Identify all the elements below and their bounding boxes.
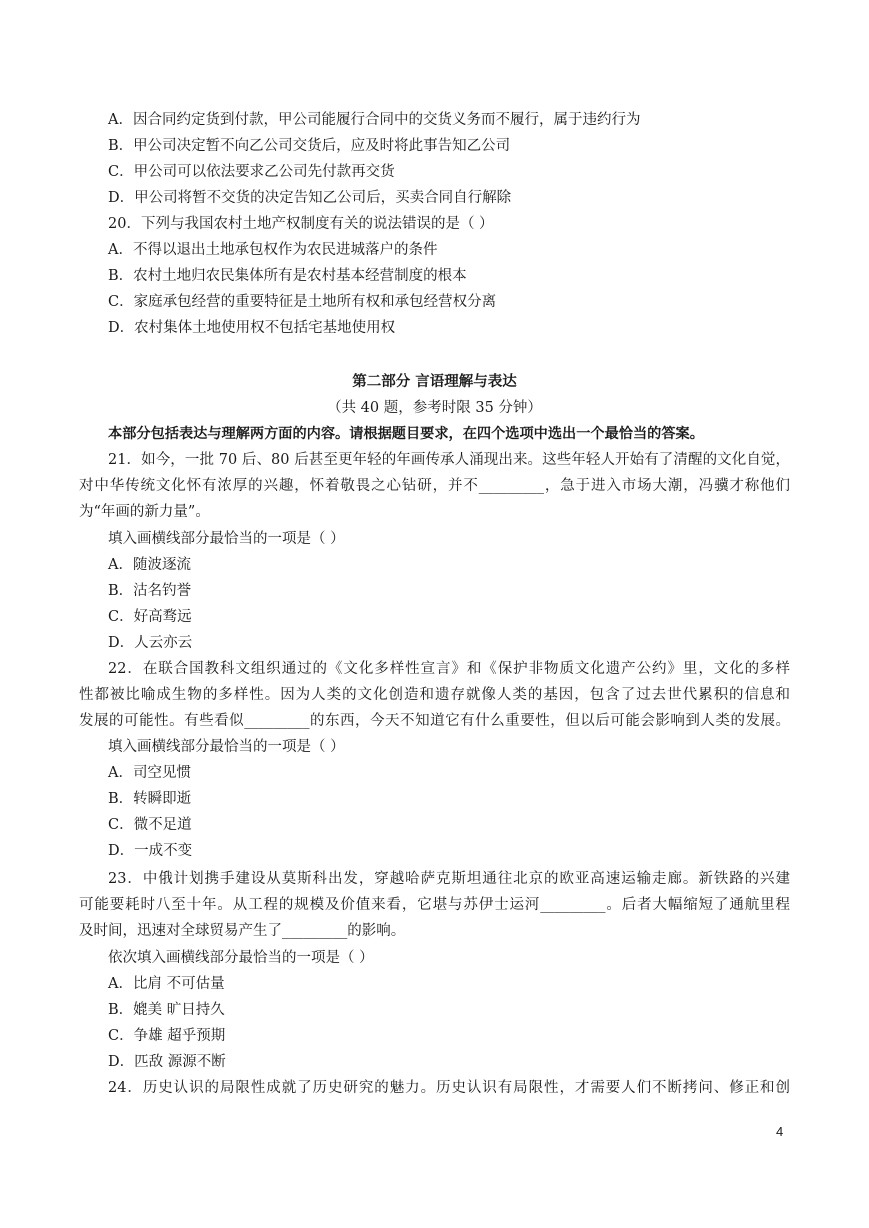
q24-line-1: 24．历史认识的局限性成就了历史研究的魅力。历史认识有局限性，才需要人们不断拷问、修正和创	[108, 1080, 790, 1096]
q23-line-3: 及时间，迅速对全球贸易产生了_________的影响。	[79, 923, 406, 939]
q23-option-c: C．争雄 超乎预期	[108, 1028, 226, 1044]
q21-prompt: 填入画横线部分最恰当的一项是（ ）	[108, 531, 345, 547]
q22-line-2: 性都被比喻成生物的多样性。因为人类的文化创造和遗存就像人类的基因，包含了过去世代累积的信息和	[79, 687, 790, 703]
q22-prompt: 填入画横线部分最恰当的一项是（ ）	[108, 739, 345, 755]
q21-line-3: 为“年画的新力量”。	[79, 504, 210, 520]
q20-option-d: D．农村集体土地使用权不包括宅基地使用权	[108, 320, 396, 336]
q19-option-b: B．甲公司决定暂不向乙公司交货后，应及时将此事告知乙公司	[108, 138, 511, 154]
q21-line-1: 21．如今，一批 70 后、80 后甚至更年轻的年画传承人涌现出来。这些年轻人开始有了清醒的文化自觉，	[108, 452, 790, 468]
section-title: 第二部分 言语理解与表达	[352, 373, 517, 390]
q23-option-a: A．比肩 不可估量	[108, 976, 225, 992]
q19-option-c: C．甲公司可以依法要求乙公司先付款再交货	[108, 164, 395, 180]
q21-option-d: D．人云亦云	[108, 635, 193, 651]
q21-option-a: A．随波逐流	[108, 557, 191, 573]
q23-option-b: B．媲美 旷日持久	[108, 1002, 225, 1018]
q23-option-d: D．匹敌 源源不断	[108, 1054, 226, 1070]
q21-option-c: C．好高骛远	[108, 609, 192, 625]
page-number: 4	[776, 1124, 784, 1139]
q21-option-b: B．沽名钓誉	[108, 583, 192, 599]
q22-option-c: C．微不足道	[108, 817, 192, 833]
section-instruction: 本部分包括表达与理解两方面的内容。请根据题目要求，在四个选项中选出一个最恰当的答案。	[108, 426, 704, 442]
q20-option-a: A．不得以退出土地承包权作为农民进城落户的条件	[108, 242, 438, 258]
q20-option-c: C．家庭承包经营的重要特征是土地所有权和承包经营权分离	[108, 294, 497, 310]
q19-option-a: A．因合同约定货到付款，甲公司能履行合同中的交货义务而不履行，属于违约行为	[108, 112, 641, 128]
q23-line-1: 23．中俄计划携手建设从莫斯科出发，穿越哈萨克斯坦通往北京的欧亚高速运输走廊。新铁路的兴建	[108, 871, 790, 887]
q22-line-3: 发展的可能性。有些看似_________的东西，今天不知道它有什么重要性，但以后可能会影响到人类的发展。	[79, 713, 790, 729]
q19-option-d: D．甲公司将暂不交货的决定告知乙公司后，买卖合同自行解除	[108, 190, 512, 206]
q20-stem: 20．下列与我国农村土地产权制度有关的说法错误的是（ ）	[108, 216, 494, 232]
q21-line-2: 对中华传统文化怀有浓厚的兴趣，怀着敬畏之心钻研，并不_________，急于进入市场大潮，冯骥才称他们	[79, 478, 790, 494]
q22-option-b: B．转瞬即逝	[108, 791, 192, 807]
q23-prompt: 依次填入画横线部分最恰当的一项是（ ）	[108, 950, 374, 966]
q20-option-b: B．农村土地归农民集体所有是农村基本经营制度的根本	[108, 268, 467, 284]
section-subtitle: （共 40 题，参考时限 35 分钟）	[327, 400, 542, 416]
q22-line-1: 22．在联合国教科文组织通过的《文化多样性宣言》和《保护非物质文化遗产公约》里，文化的多样	[108, 661, 790, 677]
q22-option-a: A．司空见惯	[108, 765, 191, 781]
q22-option-d: D．一成不变	[108, 843, 193, 859]
q23-line-2: 可能要耗时八至十年。从工程的规模及价值来看，它堪与苏伊士运河_________。后者大幅缩短了通航里程	[79, 897, 790, 913]
